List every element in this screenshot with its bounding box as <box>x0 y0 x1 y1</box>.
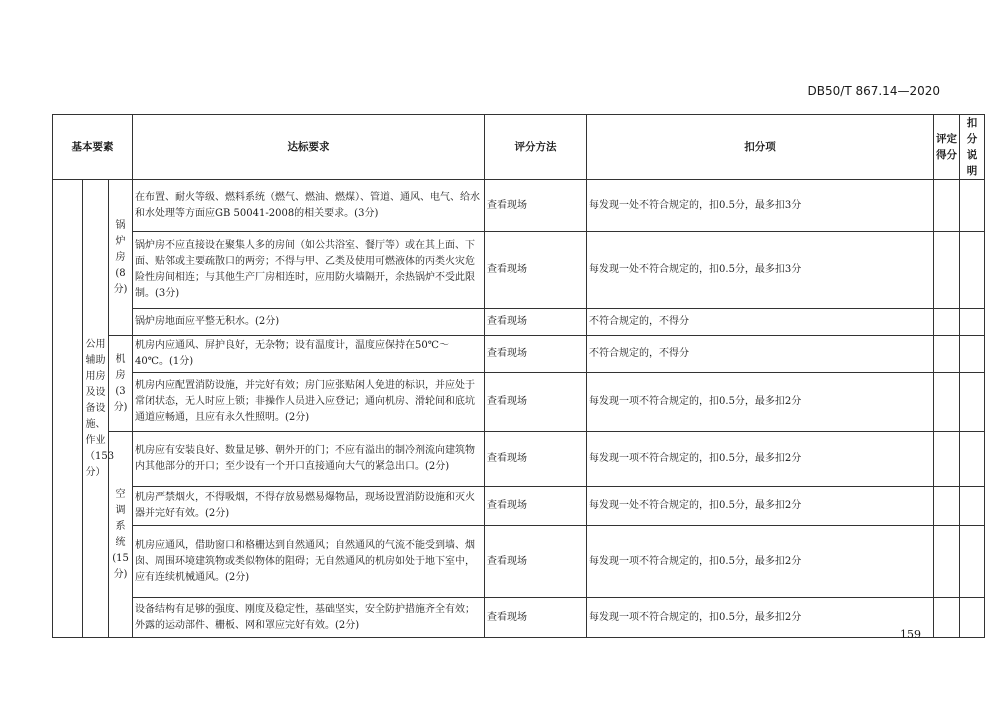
requirement-cell: 机房内应通风、屏护良好，无杂物；设有温度计，温度应保持在50℃～40℃。(1分) <box>133 336 485 373</box>
note-cell <box>960 180 985 232</box>
requirement-cell: 锅炉房不应直接设在聚集人多的房间（如公共浴室、餐厅等）或在其上面、下面、贴邻或主要疏散口的两旁；不得与甲、乙类及使用可燃液体的丙类火灾危险性房间相连；与其他生产厂房相连时，应用防火墙隔开，余热锅炉不受此限制。(3分) <box>133 232 485 309</box>
table-row <box>53 309 985 336</box>
score-cell <box>934 309 960 336</box>
assessment-table <box>52 114 985 638</box>
table-row <box>53 432 985 487</box>
method-cell: 查看现场 <box>485 526 587 598</box>
header-method: 评分方法 <box>485 115 587 180</box>
deduction-cell: 每发现一项不符合规定的，扣0.5分，最多扣2分 <box>587 432 934 487</box>
score-cell <box>934 487 960 526</box>
requirement-cell: 锅炉房地面应平整无积水。(2分) <box>133 309 485 336</box>
table-row <box>53 373 985 432</box>
requirement-cell: 在布置、耐火等级、燃料系统（燃气、燃油、燃煤）、管道、通风、电气、给水和水处理等方面应GB 50041-2008的相关要求。(3分) <box>133 180 485 232</box>
deduction-cell: 不符合规定的，不得分 <box>587 309 934 336</box>
requirement-cell: 机房应通风，借助窗口和格栅达到自然通风；自然通风的气流不能受到墙、烟囱、周围环境建筑物或类似物体的阻碍；无自然通风的机房如处于地下室中，应有连续机械通风。(2分) <box>133 526 485 598</box>
deduction-cell: 每发现一项不符合规定的，扣0.5分，最多扣2分 <box>587 526 934 598</box>
header-score: 评定得分 <box>934 115 960 180</box>
requirement-cell: 设备结构有足够的强度、刚度及稳定性，基础坚实，安全防护措施齐全有效；外露的运动部件、栅板、网和罩应完好有效。(2分) <box>133 598 485 638</box>
table-row <box>53 526 985 598</box>
subcat-ac: 空调系统(15分) <box>109 432 133 638</box>
category-label: 公用辅助用房及设备设施、作业（153分） <box>83 180 109 638</box>
table-row <box>53 598 985 638</box>
header-requirement: 达标要求 <box>133 115 485 180</box>
requirement-cell: 机房应有安装良好、数量足够、朝外开的门；不应有溢出的制冷剂流向建筑物内其他部分的开口；至少设有一个开口直接通向大气的紧急出口。(2分) <box>133 432 485 487</box>
method-cell: 查看现场 <box>485 432 587 487</box>
deduction-cell: 每发现一处不符合规定的，扣0.5分，最多扣3分 <box>587 232 934 309</box>
score-cell <box>934 526 960 598</box>
table-row <box>53 180 985 232</box>
deduction-cell: 不符合规定的，不得分 <box>587 336 934 373</box>
score-cell <box>934 373 960 432</box>
header-basic: 基本要素 <box>53 115 133 180</box>
note-cell <box>960 598 985 638</box>
table-row <box>53 487 985 526</box>
note-cell <box>960 232 985 309</box>
deduction-cell: 每发现一项不符合规定的，扣0.5分，最多扣2分 <box>587 373 934 432</box>
table-row <box>53 232 985 309</box>
requirement-cell: 机房严禁烟火，不得吸烟，不得存放易燃易爆物品，现场设置消防设施和灭火器并完好有效。(2分) <box>133 487 485 526</box>
header-note: 扣分说明 <box>960 115 985 180</box>
subcat-machine: 机房(3分) <box>109 336 133 432</box>
deduction-cell: 每发现一项不符合规定的，扣0.5分，最多扣2分 <box>587 598 934 638</box>
method-cell: 查看现场 <box>485 598 587 638</box>
score-cell <box>934 232 960 309</box>
method-cell: 查看现场 <box>485 309 587 336</box>
note-cell <box>960 336 985 373</box>
score-cell <box>934 336 960 373</box>
empty-cell <box>53 180 83 638</box>
note-cell <box>960 526 985 598</box>
note-cell <box>960 309 985 336</box>
method-cell: 查看现场 <box>485 373 587 432</box>
deduction-cell: 每发现一处不符合规定的，扣0.5分，最多扣2分 <box>587 487 934 526</box>
score-cell <box>934 432 960 487</box>
method-cell: 查看现场 <box>485 180 587 232</box>
note-cell <box>960 487 985 526</box>
deduction-cell: 每发现一处不符合规定的，扣0.5分，最多扣3分 <box>587 180 934 232</box>
note-cell <box>960 432 985 487</box>
table-row <box>53 336 985 373</box>
method-cell: 查看现场 <box>485 336 587 373</box>
document-code: DB50/T 867.14—2020 <box>807 84 940 98</box>
requirement-cell: 机房内应配置消防设施，并完好有效；房门应张贴闲人免进的标识，并应处于常闭状态，无人时应上锁；非操作人员进入应登记；通向机房、滑轮间和底坑通道应畅通，且应有永久性照明。(2分) <box>133 373 485 432</box>
header-row <box>53 115 985 180</box>
header-deduction: 扣分项 <box>587 115 934 180</box>
score-cell <box>934 180 960 232</box>
note-cell <box>960 373 985 432</box>
score-cell <box>934 598 960 638</box>
method-cell: 查看现场 <box>485 487 587 526</box>
subcat-boiler: 锅炉房(8分) <box>109 180 133 336</box>
method-cell: 查看现场 <box>485 232 587 309</box>
page-number: 159 <box>900 628 921 641</box>
